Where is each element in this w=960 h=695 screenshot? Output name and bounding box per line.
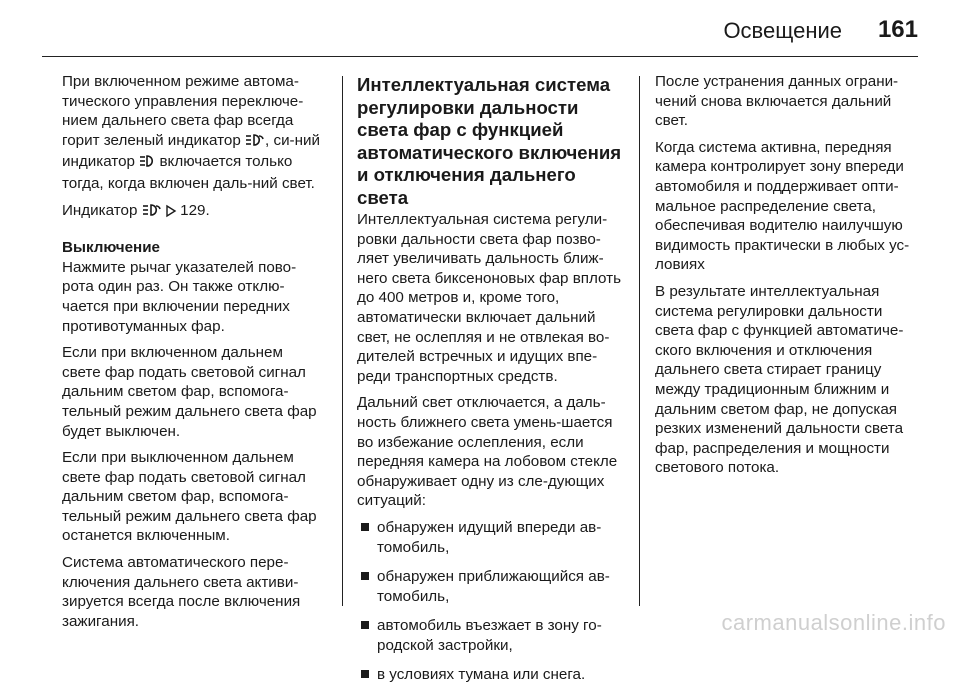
list-item: обнаружен идущий впереди ав-томобиль,: [357, 518, 625, 557]
column-1: [62, 72, 324, 638]
page-reference-arrow-icon: [166, 203, 176, 223]
paragraph-off-1: Нажмите рычаг указателей пово-рота один раз. Он также отклю-чается при включении передних противотуманных фар.: [62, 258, 297, 335]
high-beam-indicator-icon: [139, 154, 155, 174]
bullet-icon: [361, 523, 369, 531]
column-divider-1: [342, 76, 343, 606]
column-divider-2: [639, 76, 640, 606]
bullet-icon: [361, 621, 369, 629]
paragraph-intelligent-1: Интеллектуальная система регули-ровки дальности света фар позво-ляет увеличивать дальность ближ-него света биксеноновых фар вплоть до 400 метров и, кроме того, автоматически включает дальний свет, не ослепляя и не отвлекая во-дителей встречных и идущих впе-реди транспортных средств.: [357, 211, 622, 385]
paragraph-off-3: Если при выключенном дальнем свете фар подать световой сигнал дальним светом фар, вспомога-тельный режим дальнего света фар останется включенным.: [62, 449, 317, 545]
paragraph-indicator-ref: Индикатор 129.: [62, 201, 324, 223]
paragraph-camera: Когда система активна, передняя камера контролирует зону впереди автомобиля и поддерживает опти-мальное распределение света, обеспечивая водителю наилучшую видимость практически в любых ус-ловиях: [655, 138, 910, 274]
section-heading-off: Выключение: [62, 239, 160, 257]
page-number: 161: [877, 16, 918, 43]
bullet-icon: [361, 572, 369, 580]
bullet-icon: [361, 670, 369, 678]
auto-high-beam-indicator-icon: [245, 133, 265, 153]
list-item: автомобиль въезжает в зону го-родской застройки,: [357, 616, 625, 655]
paragraph-off-2: Если при включенном дальнем свете фар подать световой сигнал дальним светом фар, вспомога-тельный режим дальнего света фар будет выключен.: [62, 344, 317, 440]
paragraph-intelligent-2: Дальний свет отключается, а даль-ность ближнего света умень-шается во избежание ослепления, если передняя камера на лобовом стекле обнаруживает одну из сле-дующих ситуаций:: [357, 394, 618, 510]
section-heading-intelligent-light: Интеллектуальная система регулировки дальности света фар с функцией автоматического включения и отключения дальнего света: [357, 74, 622, 208]
paragraph-result: В результате интеллектуальная система регулировки дальности света фар с функцией автоматиче-ского включения и отключения дальнего света стирает границу между традиционным ближним и дальним светом фар, не допуская резких изменений дальности света фар, распределения и мощности светового потока.: [655, 282, 904, 477]
list-item: обнаружен приближающийся ав-томобиль,: [357, 567, 625, 606]
paragraph-off-4: Система автоматического пере-ключения дальнего света активи-зируется всегда после включения зажигания.: [62, 554, 301, 630]
page-title: Освещение: [723, 18, 842, 43]
watermark: carmanualsonline.info: [721, 610, 946, 635]
page-header: [0, 0, 960, 58]
auto-high-beam-indicator-icon: [142, 203, 162, 223]
situations-list: [357, 518, 625, 685]
header-divider: [42, 56, 918, 57]
column-2: [357, 74, 625, 695]
paragraph-indicator-info: При включенном режиме автома-тического управления переключе-нием дальнего света фар всегда горит зеленый индикатор , си-ний индикатор включается только тогда, когда включен даль-ний свет.: [62, 73, 320, 192]
paragraph-restore: После устранения данных ограни-чений снова включается дальний свет.: [655, 73, 899, 130]
column-3: [655, 72, 923, 485]
list-item: в условиях тумана или снега.: [357, 665, 625, 685]
